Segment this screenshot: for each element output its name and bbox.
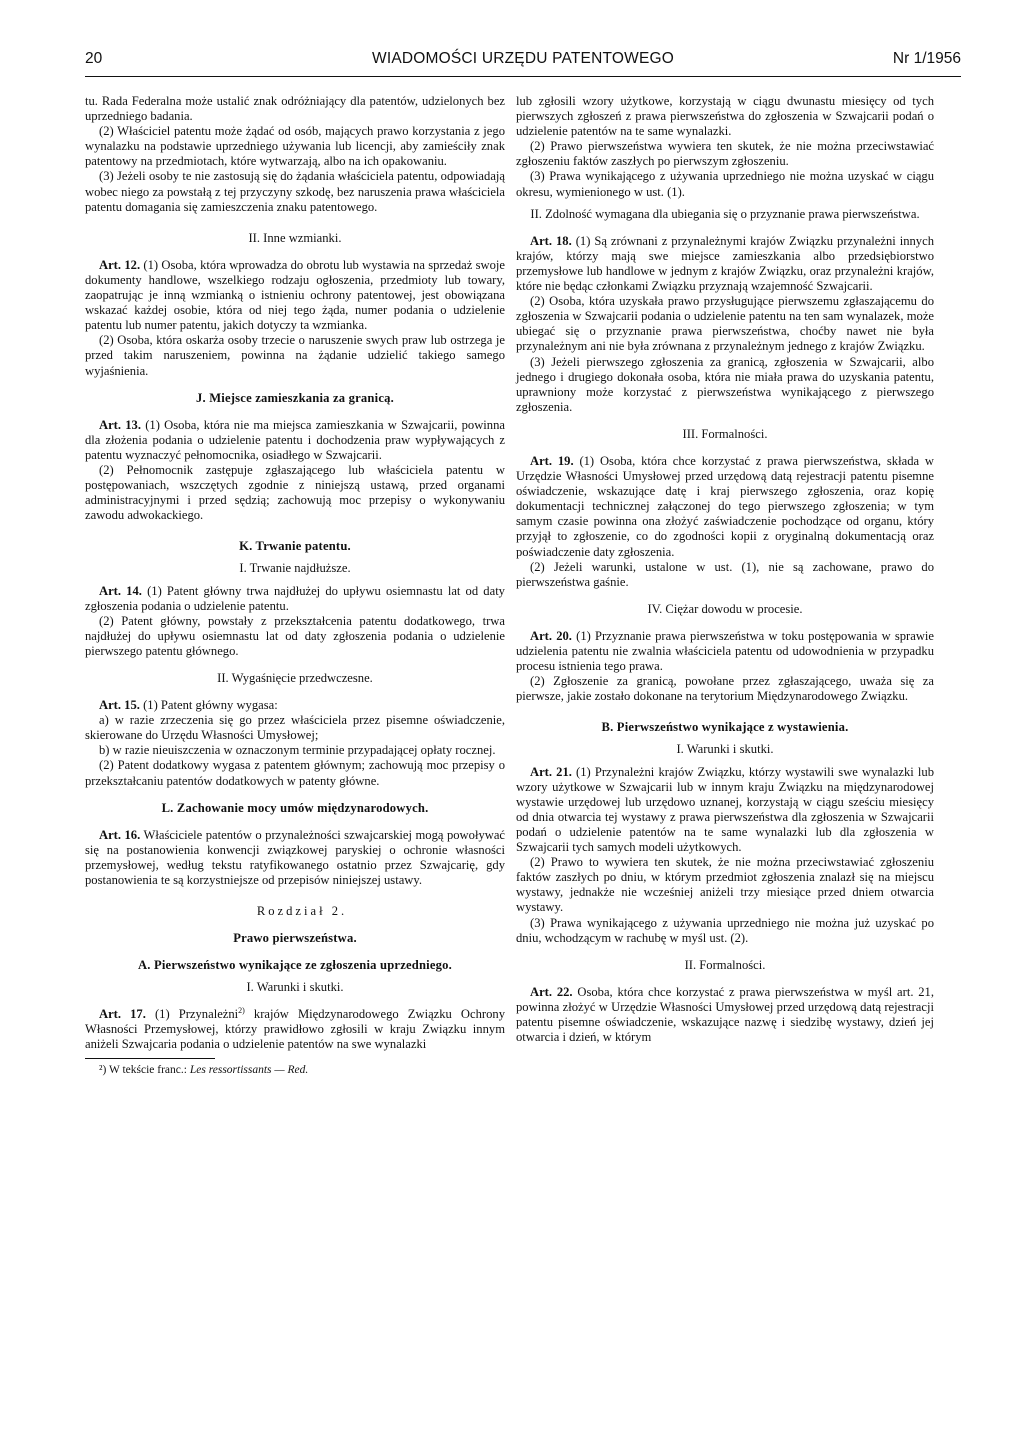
chapter-title: Prawo pierwszeństwa. [233,931,357,946]
left-column [85,94,505,1078]
page-number: 20 [85,50,103,67]
paragraph: (2) Pełnomocnik zastępuje zgłaszającego lub właściciela patentu w postępowaniach, wszczętych zgodnie z niniejszą ustawą, przed organami administracyjnymi i przed sędzią; zachowują moc przepisy o wykonywaniu zawodu adwokackiego. [85,462,505,523]
article-text: (1) Patent główny wygasa: [143,698,278,713]
article-text: Właściciele patentów o przynależności szwajcarskiej mogą powoływać się na postanowienia konwencji związkowej paryskiej o ochronie własności przemysłowej, według tekstu ratyfikowanego ostatnio przez Szwajcarię, gdy postanowienia te są korzystniejsze od przepisów niniejszej ustawy. [85,827,506,888]
article-label: Art. 21. [530,764,572,779]
article-text: (1) Przynależni [154,1006,239,1021]
section-heading: II. Inne wzmianki. [248,230,342,245]
article-text: Osoba, która chce korzystać z prawa pierwszeństwa w myśl art. 21, powinna złożyć w Urzędzie Własności Umysłowej przed urzędową datą rejestracji patentu pisemne oświadczenie, wskazujące nazwę i siedzibę wystawy, dzień jej otwarcia i dzień, w którym [516,984,934,1045]
article-text: (1) Osoba, która nie ma miejsca zamieszkania w Szwajcarii, powinna dla złożenia podania o udzielenie patentu i dochodzenia praw wypływających z patentu wyznaczyć pełnomocnika, osiadłego w Szwajcarii. [85,417,505,462]
article-label: Art. 17. [99,1006,146,1021]
subsection-heading: I. Warunki i skutki. [246,980,344,995]
article-text: (1) Osoba, która chce korzystać z prawa pierwszeństwa, składa w Urzędzie Własności Umysłowej przed urzędową datą rejestracji patentu pisemne oświadczenie, wskazujące datę i kraj pierwszego zgłoszenia, oraz kopię dokumentacji technicznej załączonej do tego pierwszego zgłoszenia; w tym samym czasie powinna ona złożyć zaświadczenie pochodzące od organu, który przyjął to zgłoszenie, co do zgodności kopii z oryginalną dokumentacją oraz poświadczenie daty zgłoszenia. [516,453,934,559]
paragraph: (2) Patent główny, powstały z przekształcenia patentu dodatkowego, trwa najdłużej do upływu osiemnastu lat od daty zgłoszenia podania o udzielenie pierwszego patentu głównego. [85,613,505,658]
article-label: Art. 16. [99,827,141,842]
article-paragraph [85,258,505,333]
paragraph: (2) Zgłoszenie za granicą, powołane przez zgłaszającego, uważa się za pierwsze, jakie zostało dokonane na terytorium Międzynarodowego Związku. [516,674,934,704]
subsection-heading: II. Formalności. [684,957,766,972]
paragraph: (3) Jeżeli pierwszego zgłoszenia za granicą, zgłoszenia w Szwajcarii, albo jednego i drugiego dokonała osoba, która nie miała prawa do uzyskania patentu, uprawniony może korzystać z pierwszeństwa wynikającego z pierwszego zgłoszenia. [516,354,934,414]
article-paragraph [85,698,505,713]
issue-number: Nr 1/1956 [892,50,961,67]
paragraph: (2) Prawo pierwszeństwa wywiera ten skutek, że nie można przeciwstawiać zgłoszeniu faktów zaszłych po pierwszym zgłoszeniu. [516,139,934,169]
footnote-divider [85,1058,215,1059]
chapter-heading: Rozdział 2. [256,904,348,919]
article-text: (1) Osoba, która wprowadza do obrotu lub wystawia na sprzedaż swoje dokumenty handlowe, wszelkiego rodzaju ogłoszenia, przedmioty lub towary, zaopatrując je inną wzmianką o istnieniu ochrony patentowej, jest obowiązana wskazać każdej osobie, która od niej tego żąda, numer podania o udzielenie patentu lub numer patentu, jakich dotyczy ta wzmianka. [85,257,505,333]
journal-title: WIADOMOŚCI URZĘDU PATENTOWEGO [371,50,675,67]
paragraph: (2) Właściciel patentu może żądać od osób, mających prawo korzystania z jego wynalazku na podstawie uprzedniego używania lub licencji, aby zamieściły znak patentowy na przedmiotach, które wytwarzają, albo na ich opakowaniu. [85,124,505,169]
article-paragraph [516,454,934,560]
section-heading: K. Trwanie patentu. [239,539,351,554]
section-heading: II. Zdolność wymagana dla ubiegania się o przyznanie prawa pierwszeństwa. [530,206,920,221]
paragraph: (2) Patent dodatkowy wygasa z patentem głównym; zachowują moc przepisy o przekształcaniu patentów dodatkowych w patenty główne. [85,758,505,788]
paragraph: (2) Osoba, która oskarża osoby trzecie o naruszenie swych praw lub ostrzega je przed takim naruszeniem, powinna na żądanie udzielić takiego samego wyjaśnienia. [85,333,505,378]
section-heading: III. Formalności. [682,426,768,441]
paragraph: lub zgłosili wzory użytkowe, korzystają w ciągu dwunastu miesięcy od tych pierwszych zgłoszeń z prawa pierwszeństwa do zgłoszenia w Szwajcarii podań o udzielenie patentów na te same wynalazki. [516,94,934,139]
article-paragraph [516,985,934,1045]
footnote [85,1063,505,1078]
section-heading: A. Pierwszeństwo wynikające ze zgłoszenia uprzedniego. [137,958,453,973]
article-text: (1) Patent główny trwa najdłużej do upływu osiemnastu lat od daty zgłoszenia podania o udzielenie patentu. [85,583,505,613]
article-paragraph [85,1003,505,1052]
right-column [516,94,934,1045]
article-paragraph [516,234,934,294]
article-paragraph [85,584,505,614]
section-heading: L. Zachowanie mocy umów międzynarodowych. [161,800,429,815]
article-paragraph [85,828,505,888]
paragraph: (3) Jeżeli osoby te nie zastosują się do żądania właściciela patentu, odpowiadają wobec niego za powstałą z tej przyczyny szkodę, bez naruszenia prawa właściciela patentu domagania się zamieszczenia znaku patentowego. [85,169,505,214]
section-heading: B. Pierwszeństwo wynikające z wystawienia. [601,720,849,735]
list-item: b) w razie nieuiszczenia w oznaczonym terminie przypadającej opłaty rocznej. [99,743,496,758]
subsection-heading: I. Warunki i skutki. [676,742,774,757]
running-header [85,46,961,77]
paragraph: (3) Prawa wynikającego z używania uprzedniego nie można już uzyskać po dniu, wchodzącym w rachubę w myśl ust. (2). [516,915,934,945]
section-heading: J. Miejsce zamieszkania za granicą. [196,390,394,405]
paragraph: (2) Jeżeli warunki, ustalone w ust. (1), nie są zachowane, prawo do pierwszeństwa gaśnie. [516,559,934,589]
article-label: Art. 15. [99,698,140,713]
footnote-italic: Les ressortissants — Red. [189,1063,309,1076]
article-label: Art. 18. [530,233,572,248]
article-text: (1) Są zrównani z przynależnymi krajów Związku przynależni innych krajów, którzy mają swe miejsce zamieszkania albo przedsiębiorstwo przemysłowe lub handlowe w jednym z krajów Związku, oraz przynależni krajów, które nie będąc członkami Związku przyznają wzajemność Szwajcarii. [516,233,934,294]
section-heading: IV. Ciężar dowodu w procesie. [647,601,803,616]
paragraph: (2) Osoba, która uzyskała prawo przysługujące pierwszemu zgłaszającemu do zgłoszenia w Szwajcarii podania o udzielenie patentu na ten sam wynalazek, może ubiegać się o przyznanie prawa pierwszeństwa, choćby nawet nie była przynależnym ani nie była zrównana z przynależnym jednego z krajów Związku. [516,294,934,354]
footnote-text: ²) W tekście franc.: [99,1063,190,1076]
subsection-heading: I. Trwanie najdłuższe. [239,561,351,576]
paragraph: (3) Prawa wynikającego z używania uprzedniego nie można uzyskać w ciągu okresu, wymienionego w ust. (1). [516,169,934,199]
list-item: a) w razie zrzeczenia się go przez właściciela przez pisemne oświadczenie, skierowane do Urzędu Własności Umysłowej; [85,713,505,743]
article-label: Art. 14. [99,583,142,598]
footnote-reference: 2) [238,1005,245,1015]
article-text: (1) Przyznanie prawa pierwszeństwa w toku postępowania w sprawie udzielenia patentu nie zwalnia właściciela patentu od udowodnienia w przypadku procesu istnienia tego prawa. [516,628,934,674]
article-text: (1) Przynależni krajów Związku, którzy wystawili swe wynalazki lub wzory użytkowe w Szwajcarii lub w innym kraju Związku na międzynarodowej wystawie urzędowej lub urzędowo uznanej, korzystają w ciągu sześciu miesięcy od dnia otwarcia tej wystawy z prawa pierwszeństwa dla zgłoszenia w Szwajcarii podań o udzielenie patentów na te same wynalazki lub dla zgłoszenia w Szwajcarii tych samych modeli użytkowych. [516,764,934,855]
paragraph: (2) Prawo to wywiera ten skutek, że nie można przeciwstawiać zgłoszeniu faktów zaszłych po dniu, w którym przedmiot zgłoszenia znalazł się na miejscu wystawy, jednakże nie wcześniej aniżeli trzy miesiące przed dniem otwarcia wystawy. [516,855,934,915]
article-label: Art. 19. [530,453,574,468]
article-paragraph [516,765,934,856]
article-label: Art. 20. [530,628,572,643]
article-paragraph [85,418,505,463]
subsection-heading: II. Wygaśnięcie przedwczesne. [217,671,373,685]
article-text: krajów Międzynarodowego Związku Ochrony Własności Przemysłowej, którzy prawidłowo zgłosili w kraju Związku innym aniżeli Szwajcaria podania o udzielenie patentów na swe wynalazki [85,1006,505,1051]
article-label: Art. 13. [99,417,141,432]
article-label: Art. 22. [530,984,573,999]
article-label: Art. 12. [99,257,141,272]
paragraph: tu. Rada Federalna może ustalić znak odróżniający dla patentów, udzielonych bez uprzedniego badania. [85,94,505,124]
article-paragraph [516,629,934,674]
